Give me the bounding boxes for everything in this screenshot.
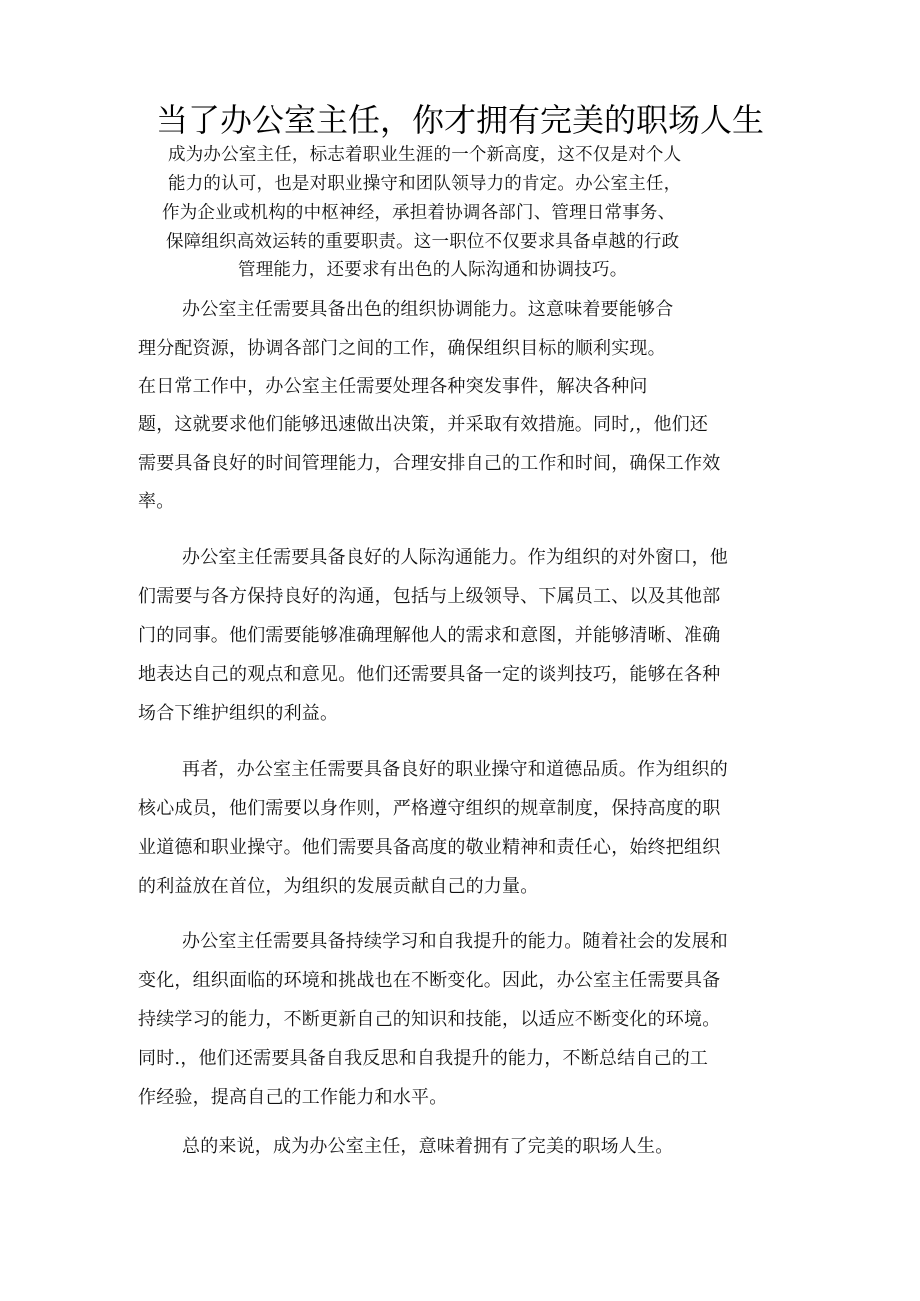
paragraph-line: 场合下维护组织的利益。: [138, 703, 339, 724]
paragraph-line: 核心成员，他们需要以身作则，严格遵守组织的规章制度，保持高度的职: [138, 798, 721, 819]
paragraph-line: 办公室主任需要具备出色的组织协调能力。这意味着要能够合: [182, 299, 674, 320]
intro-line: 作为企业或机构的中枢神经，承担着协调各部门、管理日常事务、: [162, 203, 676, 223]
intro-line: 能力的认可，也是对职业操守和团队领导力的肯定。办公室主任，: [168, 174, 682, 194]
paragraph-line: 业道德和职业操守。他们需要具备高度的敬业精神和责任心，始终把组织: [138, 837, 721, 858]
paragraph-line: 门的同事。他们需要能够准确理解他人的需求和意图，并能够清晰、准确: [138, 625, 721, 646]
paragraph-line: 办公室主任需要具备良好的人际沟通能力。作为组织的对外窗口，他: [182, 547, 728, 568]
paragraph-line: 在日常工作中，办公室主任需要处理各种突发事件，解决各种问: [138, 376, 648, 397]
paragraph-line: 率。: [138, 491, 175, 512]
intro-line: 成为办公室主任，标志着职业生涯的一个新高度，这不仅是对个人: [168, 145, 682, 165]
paragraph-line: 同时.，他们还需要具备自我反思和自我提升的能力，不断总结自己的工: [138, 1048, 709, 1069]
paragraph-line: 变化，组织面临的环境和挑战也在不断变化。因此，办公室主任需要具备: [138, 970, 721, 991]
paragraph-line: 的利益放在首位，为组织的发展贡献自己的力量。: [138, 876, 539, 897]
intro-line: 管理能力，还要求有出色的人际沟通和协调技巧。: [238, 260, 628, 280]
paragraph-line: 再者，办公室主任需要具备良好的职业操守和道德品质。作为组织的: [182, 759, 728, 780]
paragraph-line: 作经验，提高自己的工作能力和水平。: [138, 1087, 448, 1108]
paragraph-line: 理分配资源，协调各部门之间的工作，确保组织目标的顺利实现。: [138, 338, 666, 359]
intro-line: 保障组织高效运转的重要职责。这一职位不仅要求具备卓越的行政: [166, 232, 680, 252]
paragraph-line: 题，这就要求他们能够迅速做出决策，并采取有效措施。同时,，他们还: [138, 414, 709, 435]
paragraph-line: 办公室主任需要具备持续学习和自我提升的能力。随着社会的发展和: [182, 931, 728, 952]
paragraph-line: 地表达自己的观点和意见。他们还需要具备一定的谈判技巧，能够在各种: [138, 664, 721, 685]
conclusion-paragraph: 总的来说，成为办公室主任，意味着拥有了完美的职场人生。: [182, 1136, 674, 1157]
document-title: 当了办公室主任，你才拥有完美的职场人生: [155, 101, 764, 139]
paragraph-line: 持续学习的能力，不断更新自己的知识和技能，以适应不断变化的环境。: [138, 1009, 721, 1030]
paragraph-line: 需要具备良好的时间管理能力，合理安排自己的工作和时间，确保工作效: [138, 453, 721, 474]
paragraph-line: 们需要与各方保持良好的沟通，包括与上级领导、下属员工、以及其他部: [138, 586, 721, 607]
